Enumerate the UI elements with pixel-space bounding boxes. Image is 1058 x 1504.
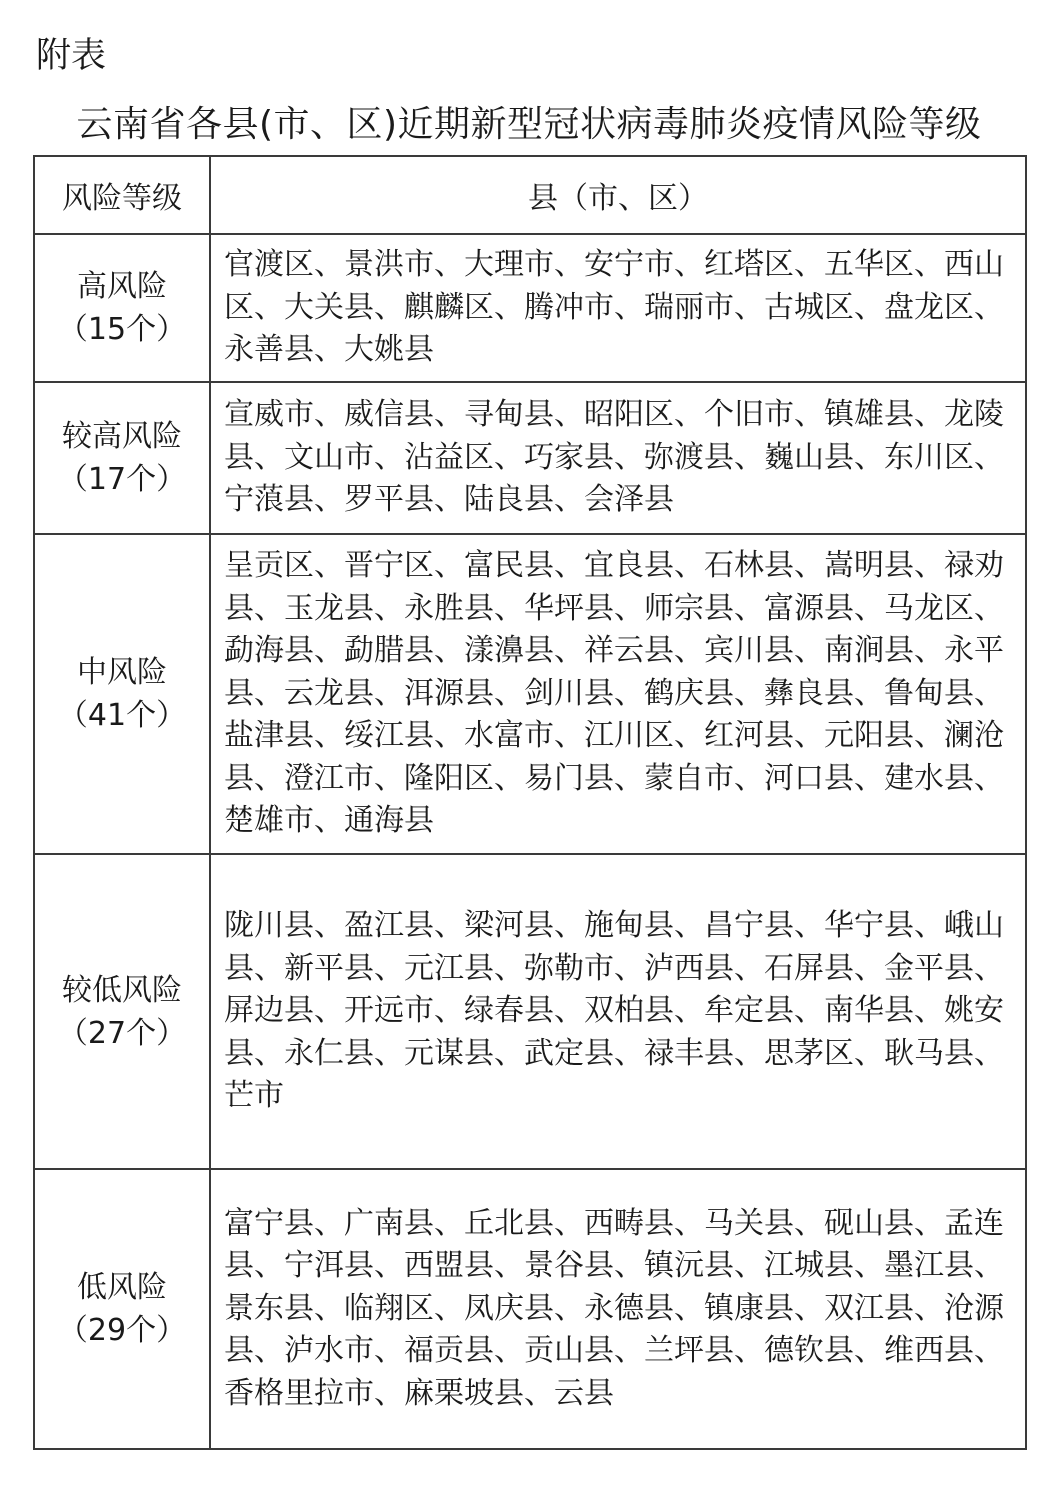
risk-level-count: （27个） (57, 1015, 187, 1051)
risk-level-count: （15个） (57, 312, 187, 347)
risk-level-cell (34, 234, 210, 382)
table-row-medium-risk (34, 534, 1026, 854)
areas-list: 宣威市、威信县、寻甸县、昭阳区、个旧市、镇雄县、龙陵县、文山市、沾益区、巧家县、弥渡县、巍山县、东川区、宁蒗县、罗平县、陆良县、会泽县 (210, 382, 1026, 534)
table-row-high-risk (34, 234, 1026, 382)
table-header-row (34, 156, 1026, 234)
risk-level-label: 中风险 (77, 655, 167, 690)
risk-level-cell (34, 1169, 210, 1449)
appendix-label: 附表 (36, 36, 107, 76)
header-areas: 县（市、区） (210, 156, 1026, 234)
risk-level-cell (34, 534, 210, 854)
areas-list: 陇川县、盈江县、梁河县、施甸县、昌宁县、华宁县、峨山县、新平县、元江县、弥勒市、泸西县、石屏县、金平县、屏边县、开远市、绿春县、双柏县、牟定县、南华县、姚安县、永仁县、元谋县、武定县、禄丰县、思茅区、耿马县、芒市 (210, 854, 1026, 1169)
areas-list: 呈贡区、晋宁区、富民县、宜良县、石林县、嵩明县、禄劝县、玉龙县、永胜县、华坪县、师宗县、富源县、马龙区、勐海县、勐腊县、漾濞县、祥云县、宾川县、南涧县、永平县、云龙县、洱源县、剑川县、鹤庆县、彝良县、鲁甸县、盐津县、绥江县、水富市、江川区、红河县、元阳县、澜沧县、澄江市、隆阳区、易门县、蒙自市、河口县、建水县、楚雄市、通海县 (210, 534, 1026, 854)
risk-level-label: 低风险 (77, 1270, 167, 1305)
table-row-low-risk (34, 1169, 1026, 1449)
risk-level-table (33, 155, 1027, 1450)
areas-list: 官渡区、景洪市、大理市、安宁市、红塔区、五华区、西山区、大关县、麒麟区、腾冲市、瑞丽市、古城区、盘龙区、永善县、大姚县 (210, 234, 1026, 382)
risk-level-count: （41个） (57, 698, 187, 733)
table-row-relatively-low-risk (34, 854, 1026, 1169)
risk-level-label: 较高风险 (62, 419, 182, 454)
header-risk-level: 风险等级 (34, 156, 210, 234)
document-title: 云南省各县(市、区)近期新型冠状病毒肺炎疫情风险等级 (76, 104, 982, 145)
risk-level-cell (34, 382, 210, 534)
table-row-relatively-high-risk (34, 382, 1026, 534)
risk-level-cell (34, 854, 210, 1169)
risk-level-count: （29个） (57, 1313, 187, 1348)
areas-list: 富宁县、广南县、丘北县、西畴县、马关县、砚山县、孟连县、宁洱县、西盟县、景谷县、镇沅县、江城县、墨江县、景东县、临翔区、凤庆县、永德县、镇康县、双江县、沧源县、泸水市、福贡县、贡山县、兰坪县、德钦县、维西县、香格里拉市、麻栗坡县、云县 (210, 1169, 1026, 1449)
risk-level-label: 较低风险 (62, 972, 182, 1008)
risk-level-count: （17个） (57, 462, 187, 497)
risk-level-label: 高风险 (77, 269, 167, 304)
